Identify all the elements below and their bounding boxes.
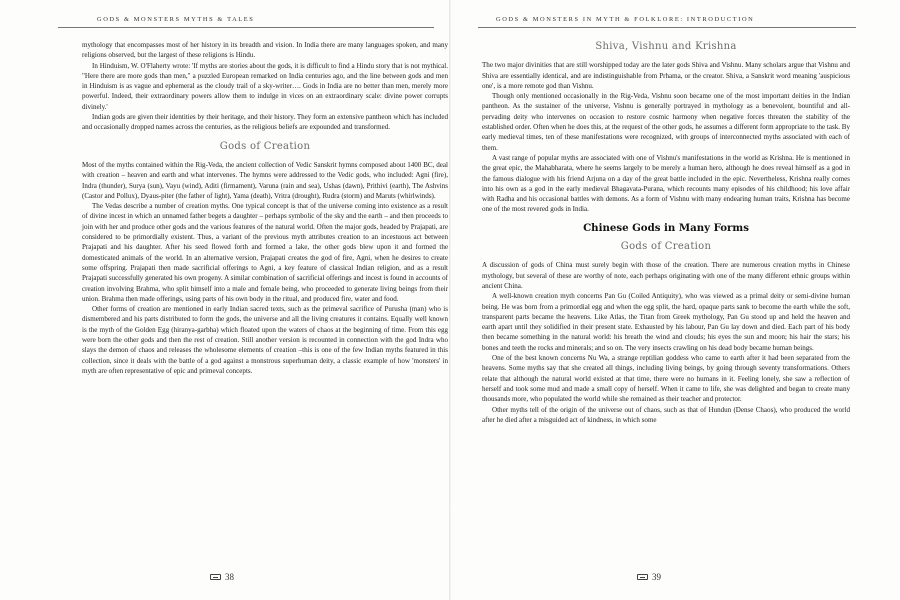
right-folio xyxy=(637,572,661,582)
section-heading: Gods of Creation xyxy=(219,140,311,152)
left-folio xyxy=(210,572,234,582)
section-heading: Shiva, Vishnu and Krishna xyxy=(595,41,737,52)
folio-ornament-icon xyxy=(210,574,221,580)
paragraph: Other forms of creation are mentioned in early Indian sacred texts, such as the primeval sacrifice of Purusha (man) who is dismembered and his parts distributed to form the gods, the universe and all the living creatures it contains. Equally well known is the myth of the Golden Egg (hiranya-garbha) which floated upon the waters of chaos at the beginning of time. From this egg were born the other gods and then the rest of creation. Still another version is recounted in connection with the god Indra who slays the demon of chaos and releases the wholesome elements of creation –this is one of the few Indian myths featured in this collection, since it deals with the battle of a god against a monstrous superhuman deity, a classic example of how 'monsters' in myth are often representative of epic and primeval concepts. xyxy=(82,305,448,375)
paragraph: The two major divinities that are still worshipped today are the later gods Shiva and Vishnu. Many scholars argue that Vishnu and Shiva are essentially identical, and are indistinguishable from Prhama, or the creator. Shiva, a Sanskrit word meaning 'auspicious one', is a more remote god than Vishnu. xyxy=(482,61,850,90)
left-header-rule xyxy=(58,27,434,28)
right-running-head: GODS & MONSTERS IN MYTH & FOLKLORE: INTRODUCTION xyxy=(496,16,755,23)
chapter-heading: Chinese Gods in Many Forms xyxy=(583,221,749,234)
paragraph: Though only mentioned occasionally in the Rig-Veda, Vishnu soon became one of the most important deities in the Indian pantheon. As the sustainer of the universe, Vishnu is generally portrayed in mythology as a benevolent, bountiful and all-pervading deity who intervenes on occasion to restore cosmic harmony when negative forces threaten the stability of the established order. Often when he does this, at the request of the other gods, he assumes a different form appropriate to the task. By early medieval times, ten of these manifestations were recognized, with groups of interconnected myths associated with each of them. xyxy=(482,92,850,152)
left-running-head: GODS & MONSTERS MYTHS & TALES xyxy=(97,16,255,23)
paragraph: Indian gods are given their identities by their heritage, and their history. They form an extensive pantheon which has included and occasionally dropped names across the centuries, as the religious beliefs are expounded and transformed. xyxy=(82,113,448,132)
paragraph: One of the best known concerns Nu Wa, a strange reptilian goddess who came to earth after it had been separated from the heavens. Some myths say that she created all things, including living beings, by going through seventy transformations. Others relate that although the natural world existed at that time, there were no humans in it. Feeling lonely, she saw a reflection of herself and took some mud and made a small copy of herself. When it came to life, she was delighted and began to create many thousands more, who populated the world while she remained as their teacher and protector. xyxy=(482,354,850,404)
paragraph: mythology that encompasses most of her history in its breadth and vision. In India there are many languages spoken, and many religions observed, but the largest of these religions is Hindu. xyxy=(82,41,448,60)
left-text-column xyxy=(82,40,448,376)
folio-ornament-icon xyxy=(637,574,648,580)
paragraph: In Hinduism, W. O'Flaherty wrote: 'If myths are stories about the gods, it is difficult to find a Hindu story that is not mythical. "Here there are more gods than men," a puzzled European remarked on India centuries ago, and the line between gods and men in Hinduism is as vague and ephemeral as the cloudy trail of a sky-writer…. Gods in India are no better than men, merely more powerful. Indeed, their extraordinary powers allow them to indulge in vices on an extraordinary scale: divine power corrupts divinely.' xyxy=(82,61,448,111)
page-number: 39 xyxy=(652,572,661,582)
right-text-column xyxy=(482,40,850,425)
paragraph: A well-known creation myth concerns Pan Gu (Coiled Antiquity), who was viewed as a primal deity or semi-divine human being. He was born from a primordial egg and when the egg split, the hard, opaque parts sank to become the earth while the soft, transparent parts became the heavens. Like Atlas, the Titan from Greek mythology, Pan Gu stood up and held the heaven and earth apart until they solidified in their present state. Exhausted by his labour, Pan Gu lay down and died. Each part of his body then became something in the natural world: his breath the wind and clouds; his eyes the sun and moon; his hair the stars; his bones and teeth the rocks and minerals; and so on. The very insects crawling on his dead body became human beings. xyxy=(482,292,850,352)
paragraph: A vast range of popular myths are associated with one of Vishnu's manifestations in the world as Krishna. He is mentioned in the great epic, the Mahabharata, where he seems largely to be merely a human hero, although he does reveal himself as a god in the famous dialogue with his friend Arjuna on a day of the great battle included in the epic. Nevertheless, Krishna really comes into his own as a god in the early medieval Bhagavata-Purana, which recounts many episodes of his childhood; his love affair with Radha and his occasional battles with demons. As a form of Vishnu with many endearing human traits, Krishna has become one of the most revered gods in India. xyxy=(482,153,850,214)
right-header-rule xyxy=(478,27,856,28)
paragraph: Other myths tell of the origin of the universe out of chaos, such as that of Hundun (Dense Chaos), who produced the world after he died after a misguided act of kindness, in which some xyxy=(482,405,850,424)
page-number: 38 xyxy=(225,572,234,582)
paragraph: The Vedas describe a number of creation myths. One typical concept is that of the universe coming into existence as a result of divine incest in which an unnamed father begets a daughter – perhaps symbolic of the sky and the earth – and then proceeds to join with her and produce other gods and the various features of the natural world. Often the major gods, headed by Prajapati, are considered to be primordially existent. Thus, a variant of the previous myth attributes creation to an incestuous act between Prajapati and his daughter. After his seed flowed forth and formed a lake, the other gods blew upon it and formed the domesticated animals of the world. In an alternative version, Prajapati creates the god of fire, Agni, when he desires to create some offspring. Prajapati then made sacrificial offerings to Agni, a key feature of classical Indian religion, and as a result Prajapati successfully generated his own progeny. A similar combination of sacrificial offerings and incest is found in accounts of creation involving Brahma, who split himself into a male and female being, who proceeded to generate living beings from their union. Brahma then made offerings, using parts of his own body in the ritual, and produced fire, water and food. xyxy=(82,202,448,303)
paragraph: Most of the myths contained within the Rig-Veda, the ancient collection of Vedic Sanskrit hymns composed about 1400 BC, deal with creation – heaven and earth and what intervenes. The hymns were addressed to the Vedic gods, who included: Agni (fire), Indra (thunder), Surya (sun), Vayu (wind), Aditi (firmament), Varuna (rain and sea), Ushas (dawn), Prithivi (earth), The Ashvins (Castor and Pollux), Dyaus-piter (the father of light), Yama (death), Vritra (drought), Rudra (storm) and Maruts (whirlwinds). xyxy=(82,160,448,200)
paragraph: A discussion of gods of China must surely begin with those of the creation. There are numerous creation myths in Chinese mythology, but several of these are worthy of note, each perhaps originating with one of the many different ethnic groups within ancient China. xyxy=(482,261,850,290)
section-heading: Gods of Creation xyxy=(620,241,712,253)
